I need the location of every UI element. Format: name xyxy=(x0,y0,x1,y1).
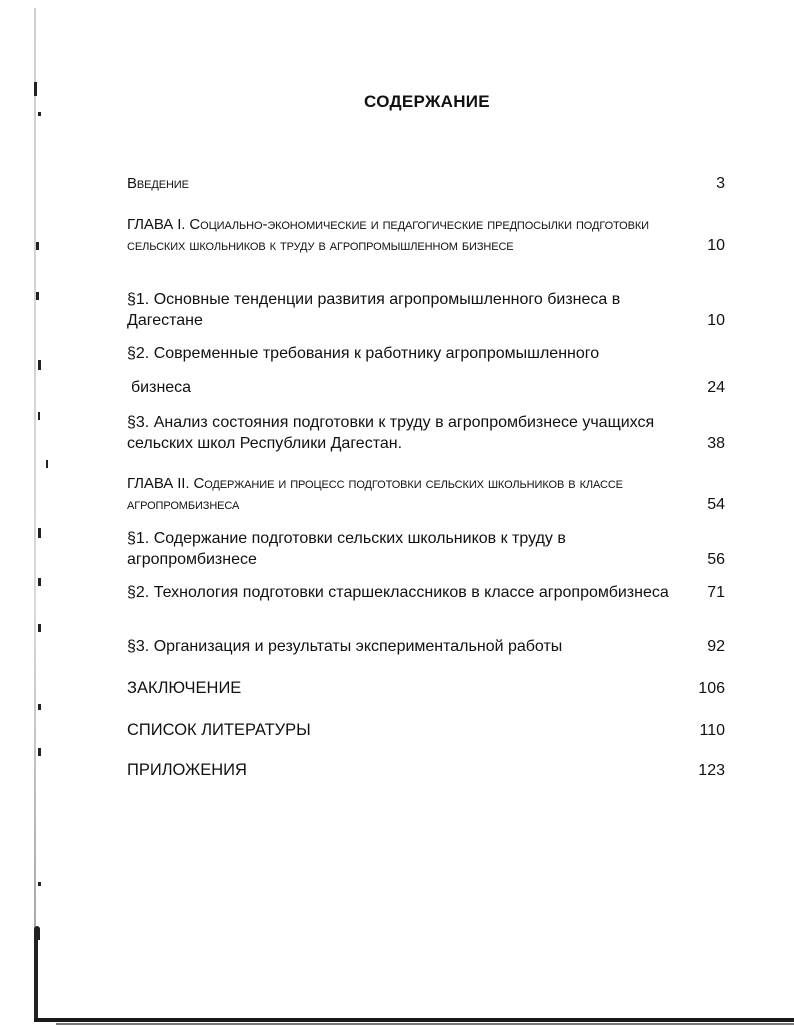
scan-speck xyxy=(38,624,41,632)
scan-speck xyxy=(36,242,39,250)
toc-entry-title: ГЛАВА II. Содержание и процесс подготовки сельских школьников в классе агропромбизнеса xyxy=(127,475,623,513)
toc-entry-appendices xyxy=(127,760,725,781)
scan-margin-line xyxy=(34,8,36,1018)
scan-speck xyxy=(38,704,41,710)
toc-entry-introduction xyxy=(127,173,725,194)
toc-entry-page: 3 xyxy=(716,175,725,192)
toc-entry-page: 56 xyxy=(707,551,725,568)
scan-speck xyxy=(46,460,48,468)
scan-bottom-edge xyxy=(34,1018,794,1022)
toc-entry-conclusion xyxy=(127,678,725,699)
scan-speck xyxy=(38,882,41,886)
toc-entry-page: 92 xyxy=(707,638,725,655)
toc-entry-bibliography xyxy=(127,720,725,741)
scan-speck xyxy=(38,112,41,116)
toc-entry-page: 10 xyxy=(707,312,725,329)
scan-speck xyxy=(38,578,41,586)
scan-binding-edge xyxy=(34,936,38,1020)
scan-speck xyxy=(38,360,41,370)
toc-entry-chapter-2 xyxy=(127,473,725,515)
toc-entry-title: ЗАКЛЮЧЕНИЕ xyxy=(127,679,242,697)
toc-entry-1-3 xyxy=(127,412,725,454)
toc-entry-title: §1. Содержание подготовки сельских школьников к труду в агропромбизнесе xyxy=(127,530,566,568)
toc-entry-title-continued: бизнеса xyxy=(131,379,192,396)
scan-bottom-shadow xyxy=(56,1023,794,1025)
toc-entry-2-1 xyxy=(127,528,725,570)
toc-entry-title: §3. Анализ состояния подготовки к труду в агропромбизнесе учащихся сельских школ Республики Дагестан. xyxy=(127,414,655,452)
scan-speck xyxy=(38,748,41,756)
toc-entry-page: 110 xyxy=(699,722,725,739)
toc-entry-page: 54 xyxy=(707,496,725,513)
toc-entry-page: 38 xyxy=(707,435,725,452)
toc-entry-title: §1. Основные тенденции развития агропромышленного бизнеса в Дагестане xyxy=(127,291,621,329)
toc-entry-page: 71 xyxy=(707,584,725,601)
toc-entry-2-2 xyxy=(127,582,725,603)
toc-entry-page: 123 xyxy=(698,762,725,779)
toc-entry-page: 10 xyxy=(707,237,725,254)
toc-entry-page: 106 xyxy=(698,680,725,697)
toc-entry-title: §2. Современные требования к работнику агропромышленного xyxy=(127,345,600,362)
toc-entry-title: СПИСОК ЛИТЕРАТУРЫ xyxy=(127,721,311,739)
toc-entry-1-1 xyxy=(127,289,725,331)
toc-entry-page: 24 xyxy=(707,379,725,396)
toc-entry-2-3 xyxy=(127,636,725,657)
toc-entry-title: §3. Организация и результаты экспериментальной работы xyxy=(127,638,563,655)
toc-entry-1-2 xyxy=(127,343,725,398)
scan-speck xyxy=(38,528,41,538)
toc-entry-title: ГЛАВА I. Социально-экономические и педагогические предпосылки подготовки сельских школьников к труду в агропромышленном бизнесе xyxy=(127,216,649,254)
scan-speck xyxy=(38,412,40,420)
toc-entry-title: Введение xyxy=(127,175,189,192)
page-title: СОДЕРЖАНИЕ xyxy=(364,92,490,111)
toc-entry-title: ПРИЛОЖЕНИЯ xyxy=(127,761,247,779)
scan-speck xyxy=(36,292,39,300)
toc-entry-chapter-1 xyxy=(127,214,725,256)
toc-entry-title: §2. Технология подготовки старшеклассников в классе агропромбизнеса xyxy=(127,584,669,601)
